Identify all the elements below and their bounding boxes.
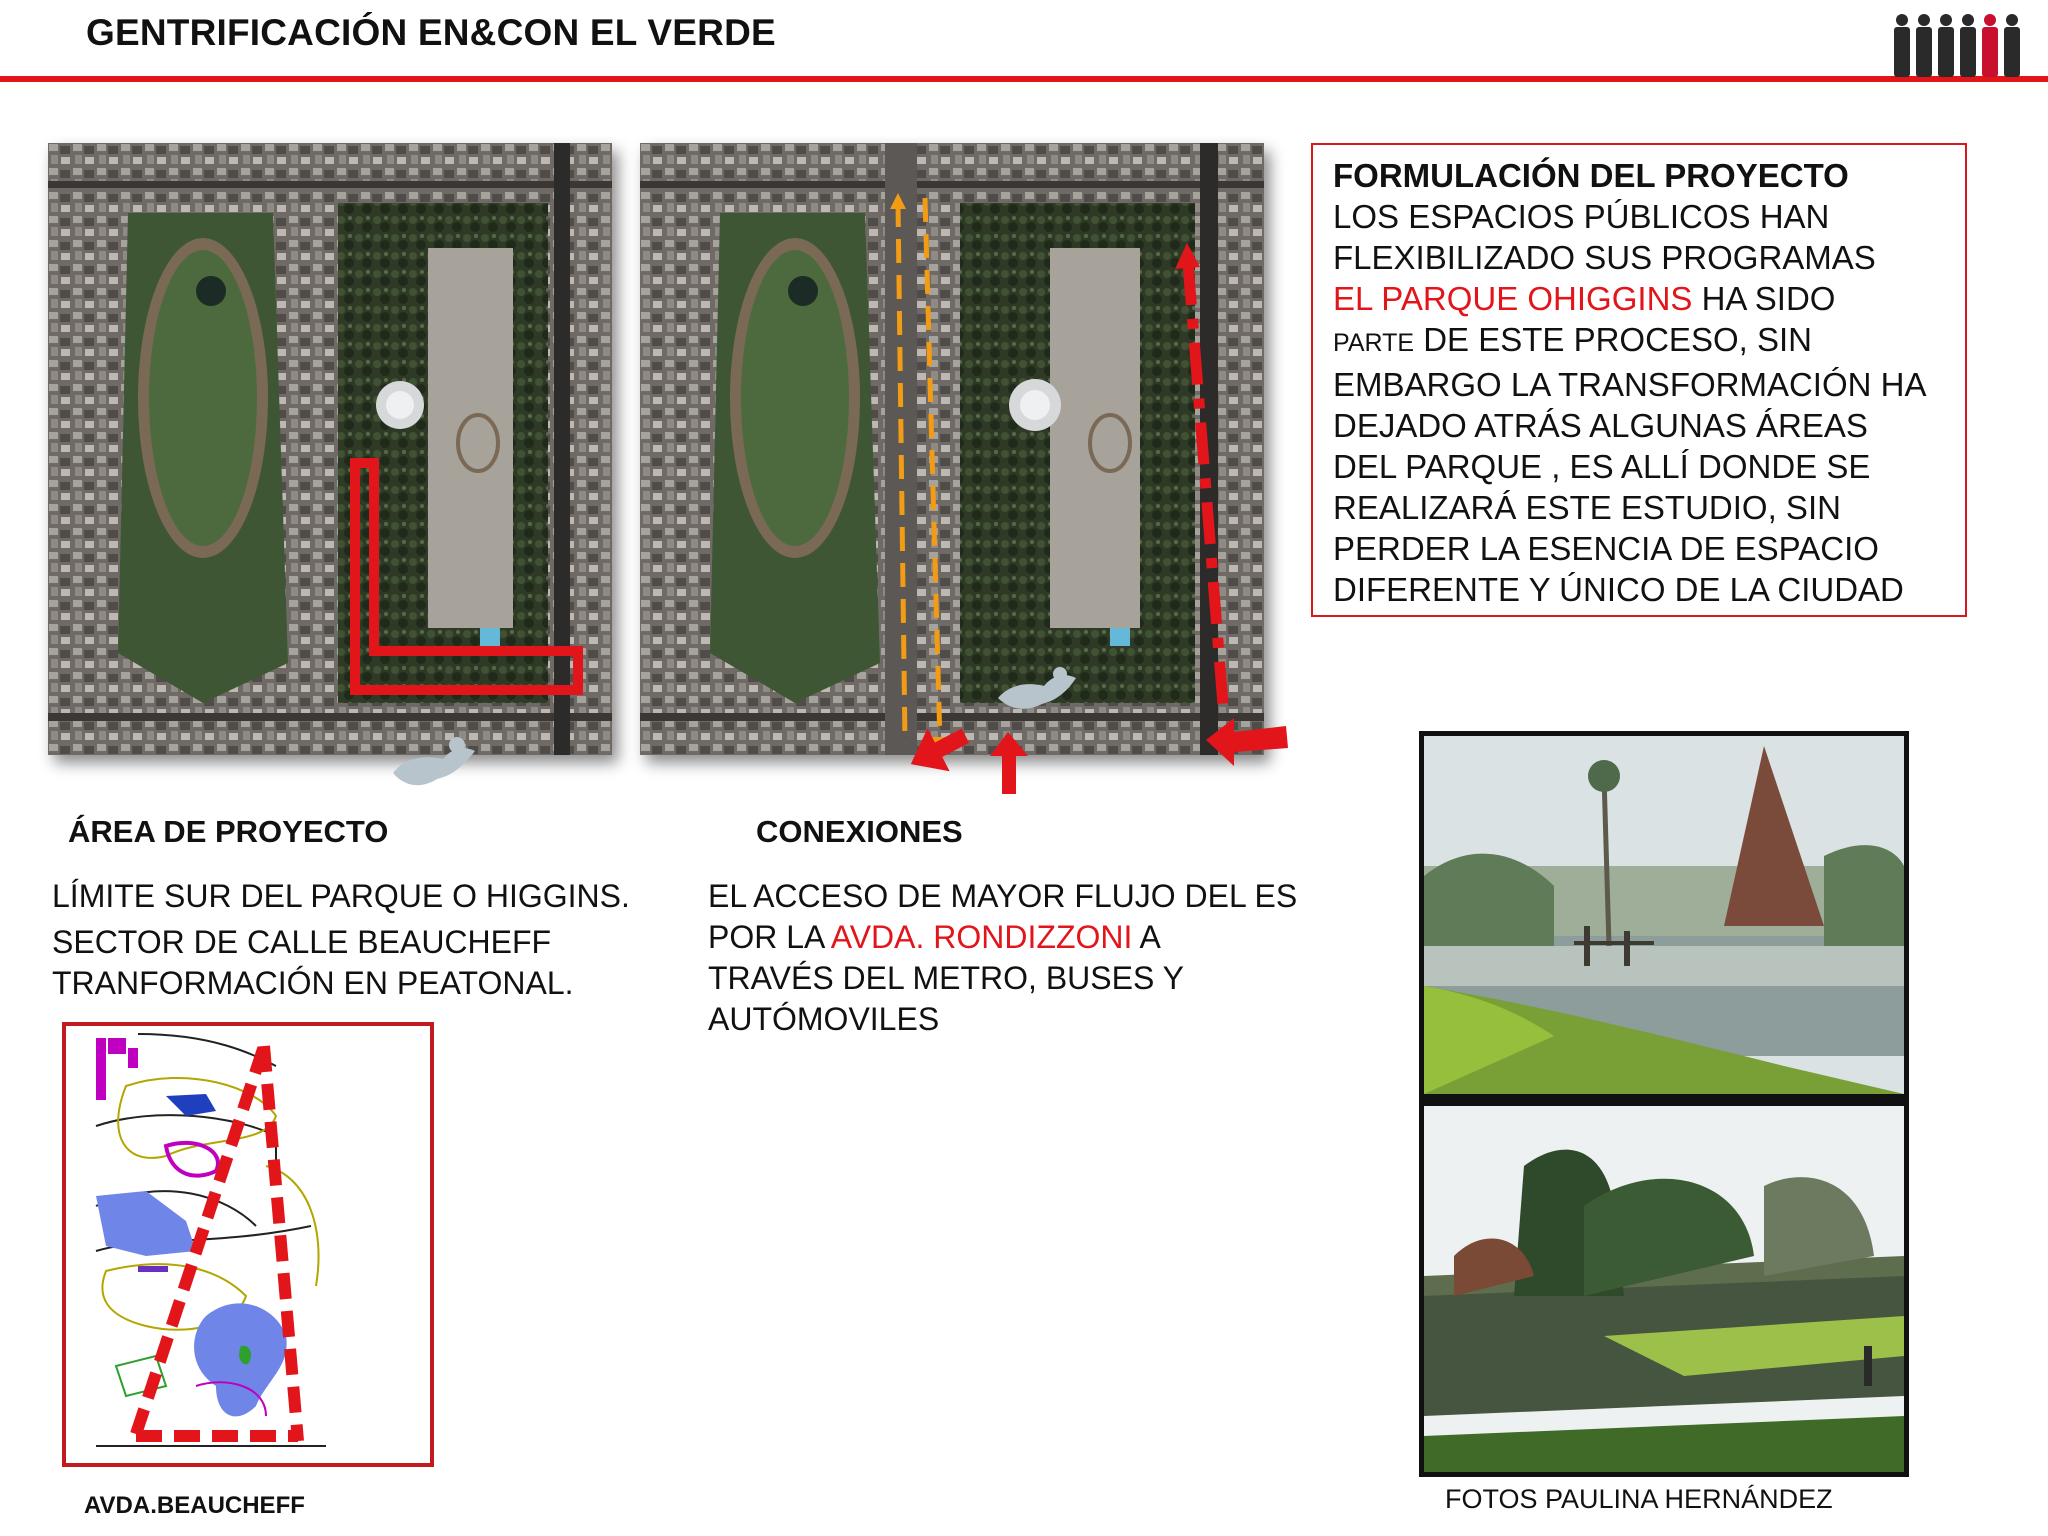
- avenue-highlight: AVDA. RONDIZZONI: [830, 919, 1133, 955]
- connections-text: [708, 876, 1308, 1040]
- site-plan: [62, 1022, 434, 1467]
- photo-frame: [1419, 731, 1909, 1477]
- photo-caption: FOTOS PAULINA HERNÁNDEZ: [1445, 1484, 1833, 1514]
- connections-heading: CONEXIONES: [756, 814, 963, 849]
- project-formulation-heading: FORMULACIÓN DEL PROYECTO: [1333, 157, 1849, 194]
- park-lake-photos: [1424, 736, 1904, 1472]
- project-line-7: DEL PARQUE , ES ALLÍ DONDE SE: [1333, 448, 1871, 485]
- pedestrian-icon: [385, 733, 480, 791]
- header-divider: [0, 76, 2048, 82]
- project-area-line-3: TRANFORMACIÓN EN PEATONAL.: [52, 965, 574, 1001]
- page-title: GENTRIFICACIÓN EN&CON EL VERDE: [86, 12, 776, 53]
- project-line-1: LOS ESPACIOS PÚBLICOS HAN: [1333, 198, 1830, 235]
- project-line-6: DEJADO ATRÁS ALGUNAS ÁREAS: [1333, 407, 1868, 444]
- access-arrows: [908, 696, 1293, 796]
- connections-line-1: EL ACCESO DE MAYOR FLUJO DEL ES: [708, 878, 1298, 914]
- project-area-line-1: LÍMITE SUR DEL PARQUE O HIGGINS.: [52, 878, 630, 914]
- site-plan-drawing: [66, 1026, 430, 1463]
- project-line-8: REALIZARÁ ESTE ESTUDIO, SIN: [1333, 489, 1841, 526]
- park-name-highlight: EL PARQUE OHIGGINS: [1333, 280, 1693, 317]
- project-line-4: PARTE DE ESTE PROCESO, SIN: [1333, 321, 1812, 358]
- project-line-2: FLEXIBILIZADO SUS PROGRAMAS: [1333, 239, 1876, 276]
- aerial-map-connections: [640, 143, 1264, 755]
- connections-line-3: TRAVÉS DEL METRO, BUSES Y: [708, 960, 1184, 996]
- project-area-line-2: SECTOR DE CALLE BEAUCHEFF: [52, 924, 552, 960]
- connections-line-2: POR LA AVDA. RONDIZZONI A: [708, 919, 1161, 955]
- project-line-9: PERDER LA ESENCIA DE ESPACIO: [1333, 530, 1879, 567]
- project-area-heading: ÁREA DE PROYECTO: [68, 814, 389, 849]
- plan-caption: AVDA.BEAUCHEFF: [84, 1492, 305, 1519]
- people-silhouettes-logo: [1888, 10, 2048, 86]
- aerial-map-project-area: [48, 143, 612, 755]
- project-line-3: EL PARQUE OHIGGINS HA SIDO: [1333, 280, 1836, 317]
- project-line-10: DIFERENTE Y ÚNICO DE LA CIUDAD: [1333, 571, 1904, 608]
- project-line-5: EMBARGO LA TRANSFORMACIÓN HA: [1333, 366, 1927, 403]
- connections-line-4: AUTÓMOVILES: [708, 1001, 940, 1037]
- project-formulation-text: [1333, 155, 1963, 610]
- pedestrian-icon-2: [992, 664, 1082, 712]
